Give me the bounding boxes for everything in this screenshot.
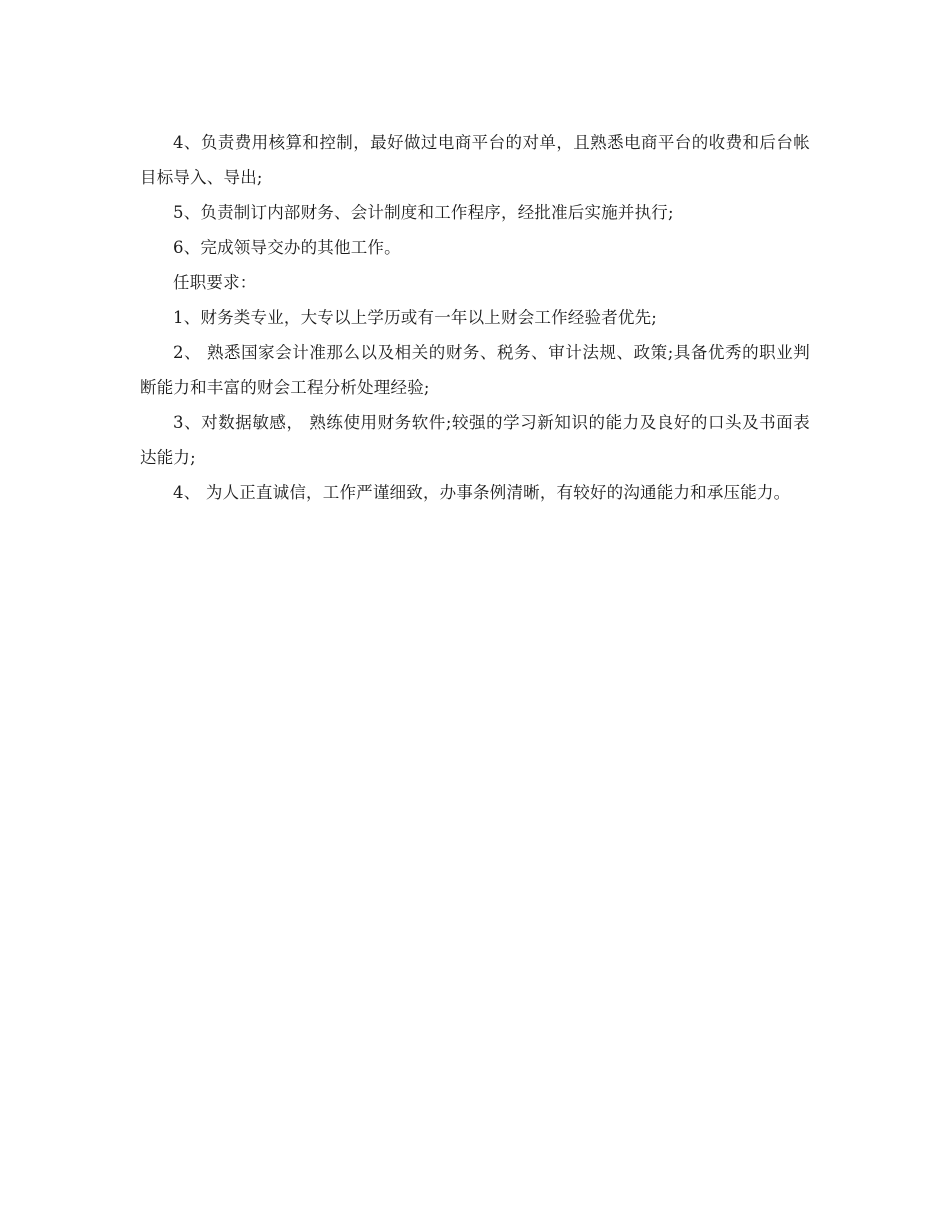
paragraph-requirement-2: 2、 熟悉国家会计准那么以及相关的财务、税务、审计法规、政策;具备优秀的职业判断能力和丰富的财会工程分析处理经验;: [140, 343, 810, 397]
requirements-heading: 任职要求：: [173, 273, 257, 292]
paragraph-duty-4: 4、负责费用核算和控制，最好做过电商平台的对单，且熟悉电商平台的收费和后台帐目标导入、导出;: [140, 133, 810, 187]
paragraph-requirement-1: 1、财务类专业，大专以上学历或有一年以上财会工作经验者优先;: [173, 308, 658, 327]
paragraph-duty-6: 6、完成领导交办的其他工作。: [173, 238, 401, 257]
paragraph-requirement-4: 4、 为人正直诚信，工作严谨细致，办事条例清晰，有较好的沟通能力和承压能力。: [173, 483, 791, 502]
paragraph-duty-5: 5、负责制订内部财务、会计制度和工作程序，经批准后实施并执行;: [173, 203, 674, 222]
document-body: [140, 125, 810, 510]
paragraph-requirement-3: 3、对数据敏感， 熟练使用财务软件;较强的学习新知识的能力及良好的口头及书面表达能力;: [140, 413, 810, 467]
